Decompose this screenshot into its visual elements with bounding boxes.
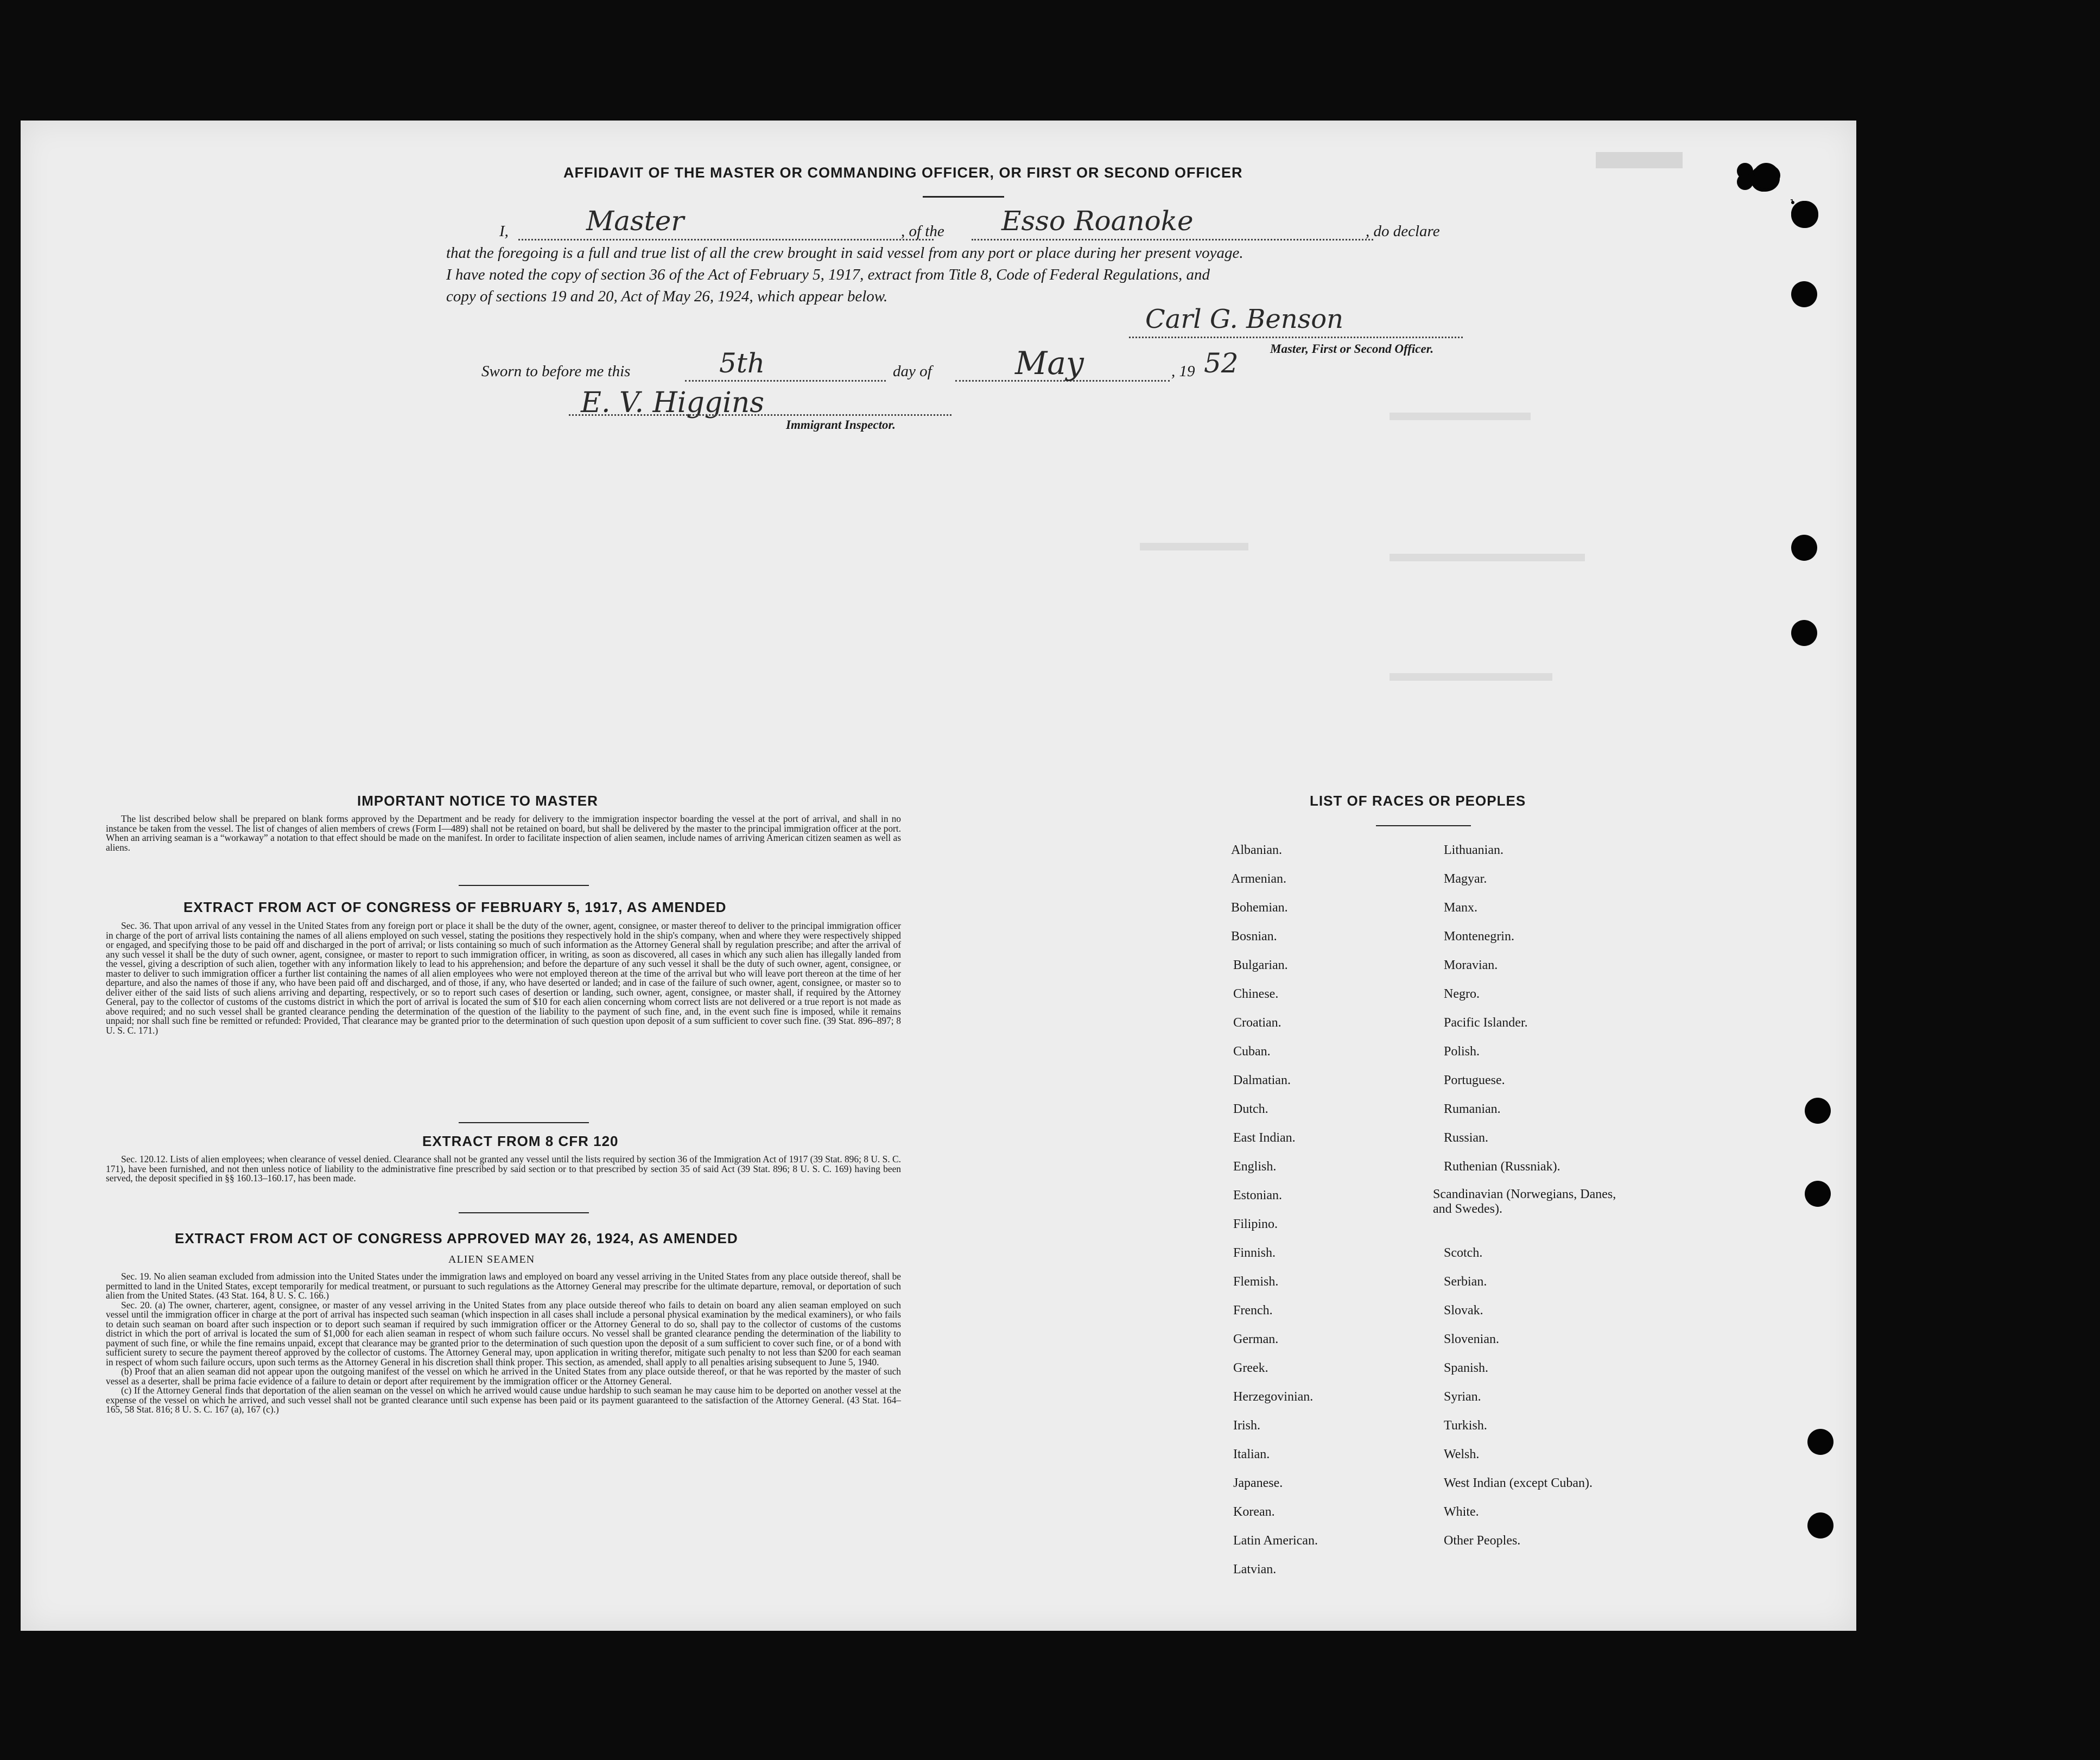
extract-cfr-block [106, 1155, 901, 1183]
inspector-line [569, 414, 951, 416]
extract-1924-sec19: Sec. 19. No alien seaman excluded from admission into the United States under the immigration laws and employed on board any vessel arriving in the United States from any place outside thereof, shall be permitted to land in the United States, except temporarily for medical treatment, or pursuant to such regulations as the Attorney General may prescribe for the ultimate departure, removal, or deportation of such alien from the United States. (43 Stat. 164, 8 U. S. C. 166.) [106, 1271, 901, 1301]
race-item: Albanian. [1231, 843, 1282, 857]
race-item: Japanese. [1233, 1476, 1283, 1490]
race-item: Slovenian. [1444, 1332, 1499, 1346]
of-the-label: , of the [901, 223, 944, 240]
race-item: Bulgarian. [1233, 958, 1288, 972]
bleed-through [1390, 673, 1552, 681]
punch-hole [1792, 201, 1818, 227]
race-item: West Indian (except Cuban). [1444, 1476, 1593, 1490]
sworn-prefix: Sworn to before me this [481, 363, 631, 380]
race-item: Spanish. [1444, 1361, 1489, 1375]
declare-suffix: , do declare [1366, 223, 1440, 240]
extract-1917-block [106, 921, 901, 1035]
race-item: Filipino. [1233, 1217, 1278, 1231]
section-rule [459, 885, 589, 886]
race-item: East Indian. [1233, 1131, 1296, 1145]
race-item: English. [1233, 1160, 1277, 1174]
race-item: Moravian. [1444, 958, 1498, 972]
master-name-handwritten: Master [586, 205, 684, 237]
race-item: Latvian. [1233, 1562, 1277, 1577]
punch-hole [1805, 1181, 1831, 1207]
race-item: Bohemian. [1231, 901, 1288, 915]
affidavit-body-line-3: copy of sections 19 and 20, Act of May 26, 1924, which appear below. [446, 288, 888, 305]
punch-hole [1761, 166, 1780, 185]
sworn-year-handwritten: 52 [1204, 347, 1239, 379]
punch-hole [1792, 199, 1793, 200]
sworn-day-of: day of [893, 363, 932, 380]
affidavit-title: AFFIDAVIT OF THE MASTER OR COMMANDING OFFICER, OR FIRST OR SECOND OFFICER [563, 164, 1243, 181]
race-item: Other Peoples. [1444, 1534, 1521, 1548]
race-item: Portuguese. [1444, 1073, 1505, 1087]
sworn-day-line [685, 380, 886, 382]
race-item: Magyar. [1444, 872, 1487, 886]
race-item: Ruthenian (Russniak). [1444, 1160, 1560, 1174]
notice-text: The list described below shall be prepared on blank forms approved by the Department and be ready for delivery to the immigration inspector boarding the vessel at the port of arrival, and shall in no instance be taken from the vessel. The list of changes of alien members of crews (Form I—489) shall not be retained on board, but shall be delivered by the master to the principal immigration officer at the port. When an arriving seaman is a “workaway” a notation to that effect should be made on the manifest. In order to facilitate inspection of alien seamen, include names of arriving American citizen seamen as well as aliens. [106, 813, 901, 853]
declare-prefix: I, [499, 223, 509, 240]
race-item: Serbian. [1444, 1275, 1487, 1289]
race-item: Negro. [1444, 987, 1480, 1001]
section-rule [459, 1212, 589, 1213]
race-item: Irish. [1233, 1419, 1260, 1433]
race-item: Greek. [1233, 1361, 1268, 1375]
race-item: Estonian. [1233, 1188, 1282, 1202]
affidavit-body-line-2: I have noted the copy of section 36 of the Act of February 5, 1917, extract from Title 8, Code of Federal Regulations, and [446, 266, 1210, 283]
race-item: Croatian. [1233, 1016, 1281, 1030]
race-item: Rumanian. [1444, 1102, 1501, 1116]
race-item: Herzegovinian. [1233, 1390, 1314, 1404]
race-item: Armenian. [1231, 872, 1286, 886]
punch-hole [1807, 1429, 1833, 1455]
race-item: Finnish. [1233, 1246, 1276, 1260]
extract-1924-sec20a: Sec. 20. (a) The owner, charterer, agent, consignee, or master of any vessel arriving in the United States from any place outside thereof who fails to detain on board any alien seaman employed on such vessel until the immigration officer in charge at the port of arrival has inspected such seaman (which inspection in all cases shall include a personal physical examination by the medical examiners), or who fails to detain such seaman on board after such inspection or to deport such seaman if required by such immigration officer or the Attorney General to do so, shall pay to the collector of customs of the customs district in which the port of arrival is located the sum of $1,000 for each alien seaman in respect of whom such failure occurs. No vessel shall be granted clearance pending the determination of the liability to payment of such fine, or while the fine remains unpaid, except that clearance may be granted prior to the determination of such question upon the deposit of a sum sufficient to cover such fine, or of a bond with sufficient surety to secure the payment thereof approved by the collector of customs. The Attorney General may, upon application in writing therefor, mitigate such penalty to not less than $200 for each seaman in respect of whom such failure occurs, upon such terms as the Attorney General in his discretion shall think proper. This section, as amended, shall apply to all penalties arising subsequent to June 5, 1940. [106, 1299, 901, 1368]
race-item: Manx. [1444, 901, 1477, 915]
extract-1924-heading: EXTRACT FROM ACT OF CONGRESS APPROVED MAY 26, 1924, AS AMENDED [175, 1230, 738, 1246]
punch-hole [1792, 200, 1793, 201]
sworn-day-handwritten: 5th [719, 347, 765, 379]
section-rule [459, 1122, 589, 1123]
punch-hole [1807, 1512, 1833, 1539]
race-item: Korean. [1233, 1505, 1275, 1519]
race-item: Slovak. [1444, 1303, 1483, 1318]
notice-heading: IMPORTANT NOTICE TO MASTER [357, 793, 598, 809]
punch-hole [1791, 281, 1817, 307]
sworn-month-handwritten: May [1015, 345, 1084, 382]
race-item: Polish. [1444, 1044, 1480, 1059]
extract-cfr-text: Sec. 120.12. Lists of alien employees; when clearance of vessel denied. Clearance shall not be granted any vessel until the lists required by section 36 of the Immigration Act of 1917 (39 Stat. 896; 8 U. S. C. 171), have been furnished, and not then unless notice of liability to the administrative fine prescribed by said section or to that prescribed by section 35 of said Act (39 Stat. 896; 8 U. S. C. 169) having been served, the deposit specified in §§ 160.13–160.17, has been made. [106, 1154, 901, 1183]
race-item: Scotch. [1444, 1246, 1483, 1260]
race-item: Flemish. [1233, 1275, 1279, 1289]
extract-1924-block [106, 1272, 901, 1415]
bleed-through [1390, 413, 1531, 420]
race-item: Syrian. [1444, 1390, 1481, 1404]
master-name-line [518, 239, 934, 240]
extract-1924-sec20c: (c) If the Attorney General finds that deportation of the alien seaman on the vessel on which he arrived would cause undue hardship to such seaman he may cause him to be deported on another vessel at the expense of the vessel on which he arrived, and such vessel shall not be granted clearance until such expense has been paid or its payment guaranteed to the satisfaction of the Attorney General. (43 Stat. 164–165, 58 Stat. 816; 8 U. S. C. 167 (a), 167 (c).) [106, 1385, 901, 1415]
vessel-name-line [972, 239, 1373, 240]
signature-line [1129, 337, 1463, 338]
punch-hole [1805, 1098, 1831, 1124]
extract-1917-text: Sec. 36. That upon arrival of any vessel in the United States from any foreign port or place it shall be the duty of the owner, agent, consignee, or master thereof to deliver to the principal immigration officer in charge of the port of arrival lists containing the names of all aliens employed on such vessel, stating the positions they respectively hold in the ship's company, when and where they were respectively shipped or engaged, and specifying those to be paid off and discharged in the port of arrival; or lists containing so much of such information as the Attorney General shall by regulation prescribe; and after the arrival of any such vessel it shall be the duty of such owner, agent, consignee, or master to report to such immigration officer, in writing, as soon as discovered, all cases in which any such alien has illegally landed from the vessel, giving a description of such alien, together with any information likely to lead to his apprehension; and before the departure of any such vessel it shall be the duty of such owner, agent, consignee, or master to deliver to such immigration officer a further list containing the names of all alien employees who were not employed thereon at the time of the arrival but who will leave port thereon at the time of her departure, and also the names of those if any, who have been paid off and discharged, and of those, if any, who have deserted or landed; and in case of the failure of such owner, agent, consignee, or master so to deliver either of the said lists of such aliens arriving and departing, respectively, or so to report such cases of desertion or landing, such owner, agent, consignee, or master shall, if required by the Attorney General, pay to the collector of customs of the customs district in which the port of arrival is located the sum of $10 for each alien concerning whom correct lists are not delivered or a true report is not made as above required; and no such vessel shall be granted clearance pending the determination of the question of the liability to the payment of such fine, and, in the event such fine is imposed, while it remains unpaid; nor shall such fine be remitted or refunded: Provided, That clearance may be granted prior to the determination of such question upon deposit of a sum sufficient to cover such fine. (39 Stat. 896–897; 8 U. S. C. 171.) [106, 920, 901, 1036]
vessel-name-handwritten: Esso Roanoke [1001, 205, 1194, 237]
title-rule [923, 196, 1004, 198]
race-item: Latin American. [1233, 1534, 1318, 1548]
bleed-through [1390, 554, 1585, 561]
race-item: Scandinavian (Norwegians, Danes, and Swedes). [1433, 1187, 1616, 1216]
bleed-through [1596, 152, 1683, 168]
race-item: Welsh. [1444, 1447, 1480, 1461]
race-item: Lithuanian. [1444, 843, 1503, 857]
extract-1917-heading: EXTRACT FROM ACT OF CONGRESS OF FEBRUARY 5, 1917, AS AMENDED [183, 899, 727, 915]
race-item: Bosnian. [1231, 929, 1277, 944]
race-item: French. [1233, 1303, 1273, 1318]
race-item: Chinese. [1233, 987, 1279, 1001]
punch-hole [1737, 174, 1753, 190]
race-item: Pacific Islander. [1444, 1016, 1528, 1030]
punch-hole [1791, 535, 1817, 561]
notice-text-block [106, 814, 901, 852]
punch-hole [1791, 620, 1817, 646]
race-item: White. [1444, 1505, 1479, 1519]
inspector-signature: E. V. Higgins [581, 387, 764, 419]
master-signature: Carl G. Benson [1145, 304, 1344, 334]
extract-1924-sec20b: (b) Proof that an alien seaman did not appear upon the outgoing manifest of the vessel on which he arrived in the United States from any place outside thereof, or that he was reported by the master of such vessel as a deserter, shall be prima facie evidence of a failure to detain or deport after requirement by the immigration officer or the Attorney General. [106, 1366, 901, 1387]
race-item: German. [1233, 1332, 1279, 1346]
extract-cfr-heading: EXTRACT FROM 8 CFR 120 [422, 1133, 619, 1149]
race-item: Italian. [1233, 1447, 1270, 1461]
race-item: Montenegrin. [1444, 929, 1514, 944]
inspector-caption: Immigrant Inspector. [786, 418, 896, 432]
races-rule [1376, 825, 1471, 826]
bleed-through [1140, 543, 1248, 550]
race-item: Turkish. [1444, 1419, 1487, 1433]
affidavit-body-line-1: that the foregoing is a full and true list of all the crew brought in said vessel from any port or place during her present voyage. [446, 244, 1243, 262]
signature-caption: Master, First or Second Officer. [1270, 342, 1434, 356]
race-item: Cuban. [1233, 1044, 1271, 1059]
alien-seamen-subheading: ALIEN SEAMEN [448, 1253, 535, 1265]
race-item: Dalmatian. [1233, 1073, 1291, 1087]
race-item: Russian. [1444, 1131, 1489, 1145]
race-item: Dutch. [1233, 1102, 1268, 1116]
sworn-year-prefix: , 19 [1171, 363, 1195, 380]
races-heading: LIST OF RACES OR PEOPLES [1310, 793, 1526, 809]
